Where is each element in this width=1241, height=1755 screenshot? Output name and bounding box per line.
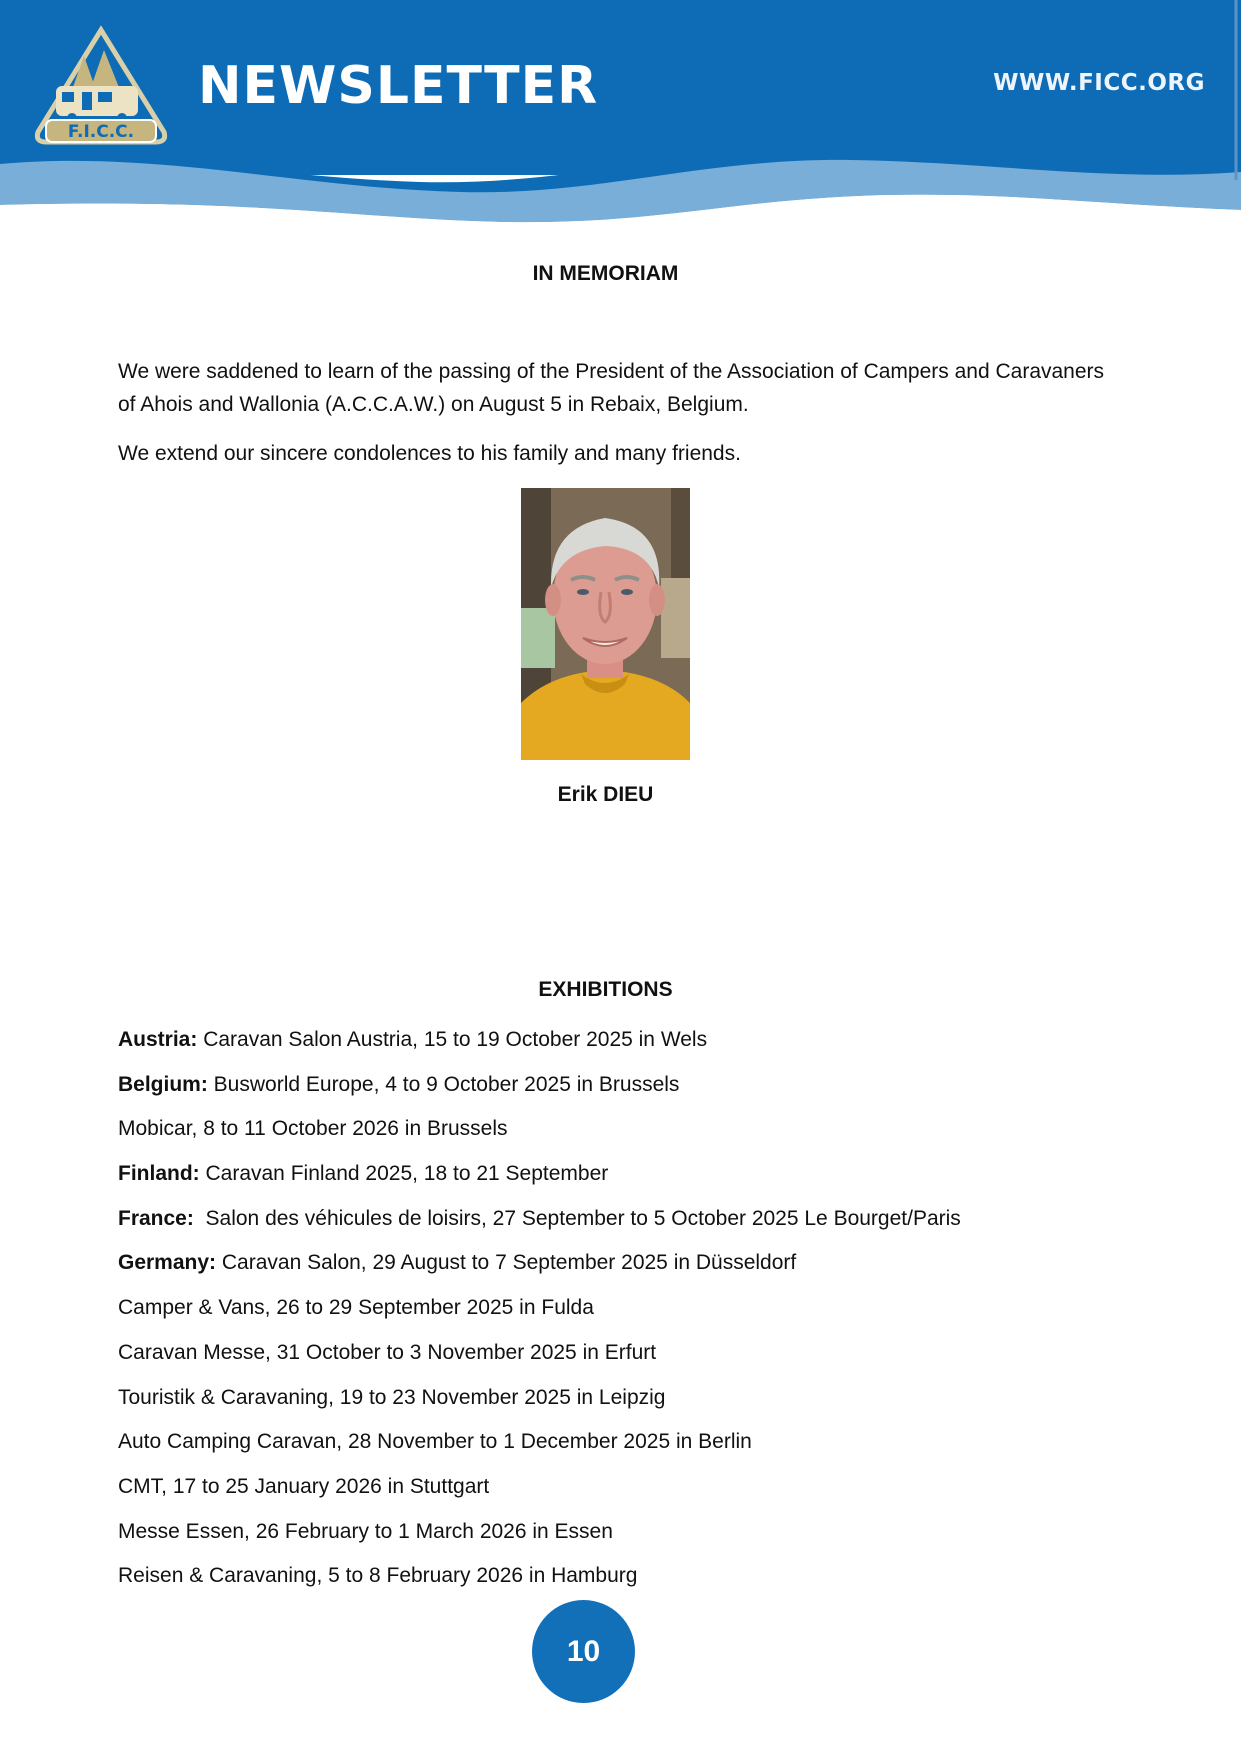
exhibition-item <box>118 1204 961 1249</box>
exhibition-text: Auto Camping Caravan, 28 November to 1 December 2025 in Berlin <box>118 1430 752 1454</box>
condolences-paragraph: We extend our sincere condolences to his family and many friends. <box>118 442 741 465</box>
exhibition-text: Mobicar, 8 to 11 October 2026 in Brussels <box>118 1117 508 1141</box>
exhibition-item <box>118 1427 961 1472</box>
memoriam-paragraph: We were saddened to learn of the passing of the President of the Association of Campers and Caravaners of Ahois and Wallonia (A.C.C.A.W.) on August 5 in Rebaix, Belgium. <box>118 360 1105 416</box>
exhibition-country: France: <box>118 1206 194 1230</box>
exhibition-item <box>118 1114 961 1159</box>
exhibition-item <box>118 1383 961 1428</box>
exhibitions-heading: EXHIBITIONS <box>538 978 673 1001</box>
exhibition-item <box>118 1070 961 1115</box>
exhibition-item <box>118 1561 961 1606</box>
exhibition-text: Messe Essen, 26 February to 1 March 2026 in Essen <box>118 1519 613 1543</box>
portrait-photo <box>521 488 690 760</box>
exhibition-item <box>118 1248 961 1293</box>
header-wave-banner <box>0 0 1241 230</box>
exhibition-text: Salon des véhicules de loisirs, 27 September to 5 October 2025 Le Bourget/Paris <box>193 1206 961 1230</box>
exhibition-text: Caravan Salon, 29 August to 7 September 2025 in Düsseldorf <box>216 1251 797 1275</box>
exhibition-item <box>118 1338 961 1383</box>
exhibition-item <box>118 1025 961 1070</box>
exhibitions-list <box>118 1025 961 1606</box>
website-link[interactable]: WWW.FICC.ORG <box>993 70 1205 96</box>
exhibition-item <box>118 1472 961 1517</box>
newsletter-title: NEWSLETTER <box>198 56 599 116</box>
exhibition-text: Busworld Europe, 4 to 9 October 2025 in Brussels <box>207 1072 680 1096</box>
exhibition-text: Reisen & Caravaning, 5 to 8 February 2026 in Hamburg <box>118 1564 638 1588</box>
exhibition-text: CMT, 17 to 25 January 2026 in Stuttgart <box>118 1474 490 1498</box>
exhibition-text: Caravan Messe, 31 October to 3 November 2025 in Erfurt <box>118 1340 657 1364</box>
memoriam-heading: IN MEMORIAM <box>532 262 679 285</box>
exhibition-country: Austria: <box>118 1028 198 1051</box>
exhibition-text: Caravan Salon Austria, 15 to 19 October 2025 in Wels <box>197 1028 708 1051</box>
page-number-badge: 10 <box>532 1600 635 1703</box>
exhibition-item <box>118 1517 961 1562</box>
exhibition-text: Touristik & Caravaning, 19 to 23 November 2025 in Leipzig <box>118 1385 666 1409</box>
exhibition-country: Finland: <box>118 1162 200 1186</box>
newsletter-header <box>0 0 1241 230</box>
exhibition-text: Caravan Finland 2025, 18 to 21 September <box>199 1162 609 1186</box>
ficc-logo <box>32 24 170 148</box>
exhibition-country: Germany: <box>118 1251 217 1275</box>
exhibition-country: Belgium: <box>118 1072 208 1096</box>
exhibition-text: Camper & Vans, 26 to 29 September 2025 in Fulda <box>118 1296 594 1320</box>
exhibition-item <box>118 1159 961 1204</box>
logo-text: F.I.C.C. <box>67 122 135 142</box>
exhibition-item <box>118 1293 961 1338</box>
photo-caption: Erik DIEU <box>557 783 654 806</box>
